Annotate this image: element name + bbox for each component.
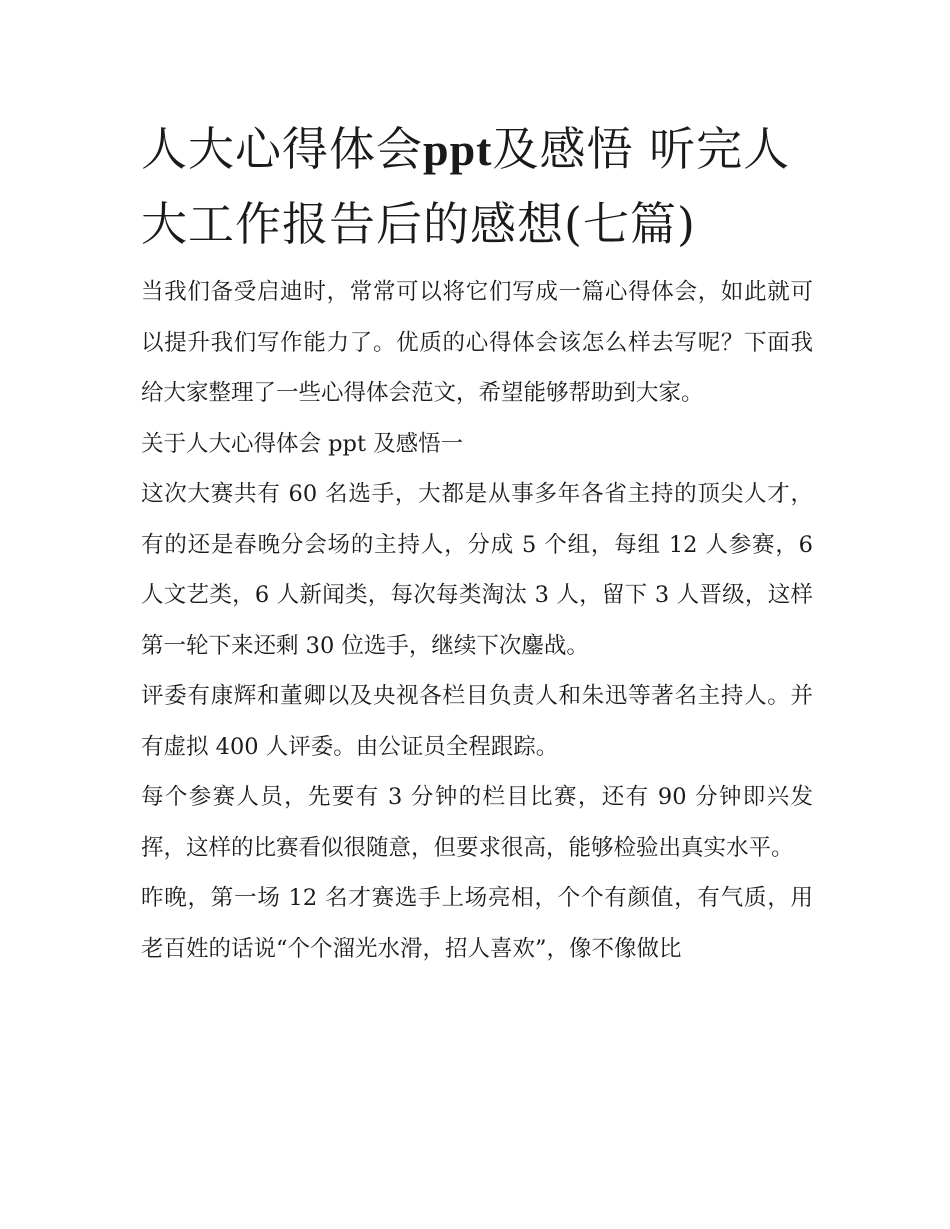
body-paragraph: 昨晚，第一场 12 名才赛选手上场亮相，个个有颜值，有气质，用老百姓的话说“个个溜光水滑，招人喜欢”，像不像做比 xyxy=(141,885,813,962)
section-heading: 关于人大心得体会 ppt 及感悟一 xyxy=(141,430,464,457)
title-part-1: 人大心得体会 xyxy=(141,122,423,176)
body-paragraph: 每个参赛人员，先要有 3 分钟的栏目比赛，还有 90 分钟即兴发挥，这样的比赛看似很随意，但要求很高，能够检验出真实水平。 xyxy=(141,784,813,861)
intro-paragraph: 当我们备受启迪时，常常可以将它们写成一篇心得体会，如此就可以提升我们写作能力了。优质的心得体会该怎么样去写呢？下面我给大家整理了一些心得体会范文，希望能够帮助到大家。 xyxy=(141,279,813,406)
document-title xyxy=(141,112,813,261)
title-part-2: 及感悟 听完人大工作报告后的感想(七篇) xyxy=(141,122,791,251)
body-paragraph: 评委有康辉和董卿以及央视各栏目负责人和朱迅等著名主持人。并有虚拟 400 人评委。由公证员全程跟踪。 xyxy=(141,683,813,760)
document-page xyxy=(141,112,813,974)
title-latin: ppt xyxy=(423,124,493,175)
body-paragraph: 这次大赛共有 60 名选手，大都是从事多年各省主持的顶尖人才，有的还是春晚分会场的主持人，分成 5 个组，每组 12 人参赛，6 人文艺类，6 人新闻类，每次每类淘汰 3 人，留下 3 人晋级，这样第一轮下来还剩 30 位选手，继续下次鏖战。 xyxy=(141,481,813,659)
